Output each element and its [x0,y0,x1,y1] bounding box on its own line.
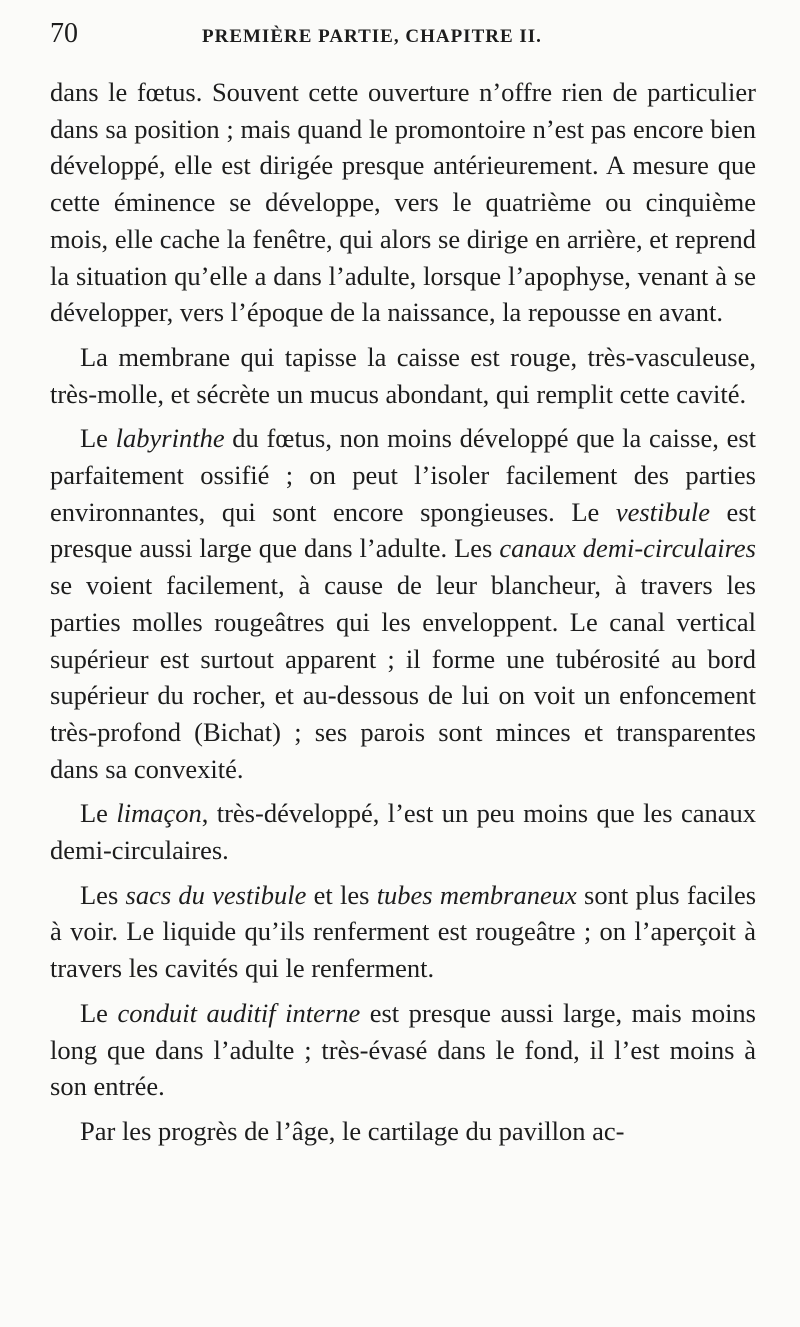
paragraph [50,995,756,1105]
text-run: La membrane qui tapisse la caisse est rouge, très-vasculeuse, très-molle, et sécrète un mucus abondant, qui remplit cette cavité. [50,341,756,409]
text-run: est presque aussi large, mais moins long que dans l’adulte ; très-évasé dans le fond, il l’est moins à son entrée. [50,997,756,1102]
text-run: dans le fœtus. Souvent cette ouverture n’offre rien de particulier dans sa position ; mais quand le promontoire n’est pas encore bien développé, elle est dirigée presque antérieurement. A mesure que cette éminence se développe, vers le quatrième ou cinquième mois, elle cache la fenêtre, qui alors se dirige en arrière, et reprend la situation qu’elle a dans l’adulte, lorsque l’apophyse, venant à se développer, vers l’époque de la naissance, la repousse en avant. [50,77,756,328]
italic-term: limaçon [116,798,202,829]
paragraph [50,420,756,787]
text-run: se voient facilement, à cause de leur blancheur, à travers les parties molles rougeâtres qui les enveloppent. Le canal vertical supérieur est surtout apparent ; il forme une tubérosité au bord supérieur du rocher, et au-dessous de lui on voit un enfoncement très-profond (Bichat) ; ses parois sont minces et transparentes dans sa convexité. [50,570,756,784]
text-run: , très-développé, l’est un peu moins que les canaux demi-circulaires. [50,798,756,866]
italic-term: canaux demi-circulaires [499,533,756,564]
text-run: sont plus faciles à voir. Le liquide qu’ils renferment est rougeâtre ; on l’aperçoit à travers les cavités qui le renferment. [50,879,757,984]
text-run: Le [80,423,116,454]
italic-term: conduit auditif interne [117,997,361,1028]
italic-term: vestibule [615,496,711,527]
paragraph [50,339,756,412]
paragraph [50,1113,756,1150]
paragraph [50,795,756,868]
body-text [50,74,756,1150]
text-run: et les [306,879,377,910]
paragraph [50,877,756,987]
text-run: Par les progrès de l’âge, le cartilage du pavillon ac- [80,1115,625,1146]
page-number: 70 [50,18,78,49]
italic-term: labyrinthe [115,423,225,454]
text-run: est presque aussi large que dans l’adulte. Les [50,496,756,564]
running-head: PREMIÈRE PARTIE, CHAPITRE II. [202,26,542,47]
text-run: Le [80,798,117,829]
page-header [50,18,756,62]
italic-term: sacs du vestibule [125,879,307,910]
text-run: du fœtus, non moins développé que la caisse, est parfaitement ossifié ; on peut l’isoler facilement des parties environnantes, qui sont encore spongieuses. Le [50,423,757,527]
paragraph [50,74,756,331]
text-run: Les [80,879,126,910]
italic-term: tubes membraneux [376,879,577,910]
text-run: Le [80,997,118,1028]
